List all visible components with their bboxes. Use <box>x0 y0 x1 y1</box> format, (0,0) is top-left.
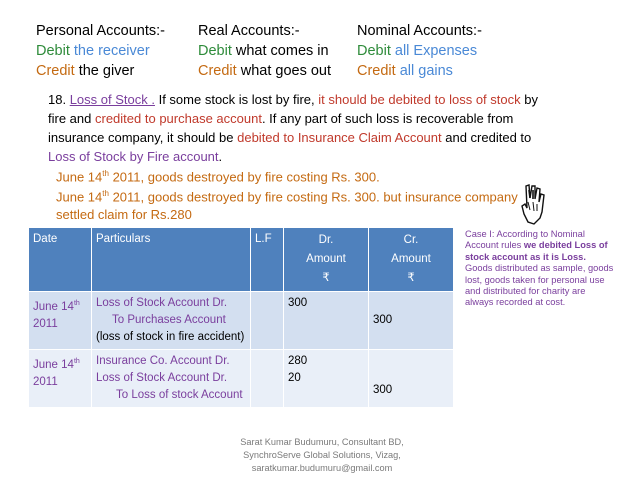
para-text-4: credited to purchase account <box>95 111 262 126</box>
transaction-events <box>56 165 556 223</box>
event-2-date: June 14 <box>56 189 103 205</box>
header-lf: L.F <box>251 228 284 292</box>
header-particulars: Particulars <box>92 228 251 292</box>
para-text-3: by fire and <box>48 92 538 126</box>
real-accounts-heading: Real Accounts:- <box>198 23 300 39</box>
row1-particulars <box>92 292 251 350</box>
row2-lf <box>251 350 284 408</box>
row2-credit <box>369 350 454 408</box>
real-credit-word: Credit <box>198 63 237 79</box>
point-title: Loss of Stock . <box>69 92 155 107</box>
personal-credit-text: the giver <box>78 63 135 79</box>
row1-credit-line: To Purchases Account <box>112 314 226 326</box>
nominal-credit-word: Credit <box>357 63 396 79</box>
para-text-8: Loss of Stock by Fire account <box>48 149 219 164</box>
row2-debit-value-1: 280 <box>288 355 308 367</box>
para-text-2: it should be debited to loss of stock <box>318 92 521 107</box>
row2-debit <box>284 350 369 408</box>
table-header-row <box>29 228 454 292</box>
row2-credit-line: To Loss of stock Account <box>116 389 243 401</box>
point-number: 18. <box>48 92 67 107</box>
footer-name: Sarat Kumar Budumuru, Consultant BD, <box>240 437 404 447</box>
row2-date-year: 2011 <box>33 375 58 388</box>
para-text-9: . <box>218 149 223 164</box>
footer-company: SynchroServe Global Solutions, Vizag, <box>243 450 401 460</box>
real-debit-word: Debit <box>198 43 232 59</box>
para-text-1: If some stock is lost by fire, <box>158 92 315 107</box>
author-footer <box>222 436 422 475</box>
row1-date-year: 2011 <box>33 317 58 330</box>
row2-debit-line-2: Loss of Stock Account Dr. <box>96 372 228 384</box>
header-dr-label: Dr. <box>318 234 334 246</box>
nominal-accounts-rule <box>357 21 482 81</box>
header-credit-amount <box>369 228 454 292</box>
row1-date <box>29 292 92 350</box>
row1-debit-value: 300 <box>288 297 308 309</box>
event-2-text: 2011, goods destroyed by fire costing Rs. 300. but insurance company settled claim for Rs.280 <box>56 189 518 222</box>
row1-debit <box>284 292 369 350</box>
rupee-icon: ₹ <box>322 272 330 284</box>
personal-accounts-rule <box>36 21 165 81</box>
header-cr-label: Cr. <box>403 234 419 246</box>
rupee-icon: ₹ <box>407 272 415 284</box>
journal-entries-table <box>28 227 454 408</box>
row2-debit-value-2: 20 <box>288 372 301 384</box>
row1-narration: (loss of stock in fire accident) <box>96 331 245 343</box>
case-note-bold: we debited Loss of stock account as it is Loss. <box>465 240 608 262</box>
nominal-debit-text: all Expenses <box>394 43 478 59</box>
row1-credit-value: 300 <box>373 314 393 326</box>
personal-accounts-heading: Personal Accounts:- <box>36 23 165 39</box>
loss-of-stock-explanation <box>48 90 548 166</box>
personal-debit-text: the receiver <box>73 43 150 59</box>
nominal-debit-word: Debit <box>357 43 391 59</box>
row1-debit-line: Loss of Stock Account Dr. <box>96 297 228 309</box>
nominal-accounts-heading: Nominal Accounts:- <box>357 23 482 39</box>
row2-debit-line-1: Insurance Co. Account Dr. <box>96 355 230 367</box>
personal-credit-word: Credit <box>36 63 75 79</box>
real-accounts-rule <box>198 21 331 81</box>
para-text-5: . If any part of such loss is recoverable from insurance company, it should be <box>48 111 514 145</box>
header-cr-amount-label: Amount <box>391 253 431 265</box>
case-note <box>465 229 615 309</box>
event-1-sup: th <box>102 169 109 178</box>
event-1-date: June 14 <box>56 169 103 185</box>
case-note-detail: Goods distributed as sample, goods lost, goods taken for personal use and distributed for charity are always recorded at cost. <box>465 263 614 308</box>
para-text-6: debited to Insurance Claim Account <box>237 130 442 145</box>
event-1 <box>56 165 556 185</box>
para-text-7: and credited to <box>445 130 532 145</box>
real-debit-text: what comes in <box>235 43 329 59</box>
table-row <box>29 350 454 408</box>
row1-date-sup: th <box>73 300 80 307</box>
header-debit-amount <box>284 228 369 292</box>
pointing-hand-icon <box>520 184 546 228</box>
row2-credit-value: 300 <box>373 384 393 396</box>
row1-credit <box>369 292 454 350</box>
row1-date-day: June 14 <box>33 300 74 313</box>
event-1-text: 2011, goods destroyed by fire costing Rs. 300. <box>112 169 380 185</box>
header-dr-amount-label: Amount <box>306 253 346 265</box>
personal-debit-word: Debit <box>36 43 70 59</box>
table-row <box>29 292 454 350</box>
row2-date <box>29 350 92 408</box>
row2-date-sup: th <box>73 358 80 365</box>
row2-particulars <box>92 350 251 408</box>
footer-email: saratkumar.budumuru@gmail.com <box>251 463 393 473</box>
row1-lf <box>251 292 284 350</box>
case-note-intro: Case I: According to Nominal Account rules <box>465 229 585 251</box>
event-2-sup: th <box>102 189 109 199</box>
nominal-credit-text: all gains <box>399 63 453 79</box>
row2-date-day: June 14 <box>33 358 74 371</box>
real-credit-text: what goes out <box>240 63 332 79</box>
event-2 <box>56 185 556 222</box>
header-date: Date <box>29 228 92 292</box>
